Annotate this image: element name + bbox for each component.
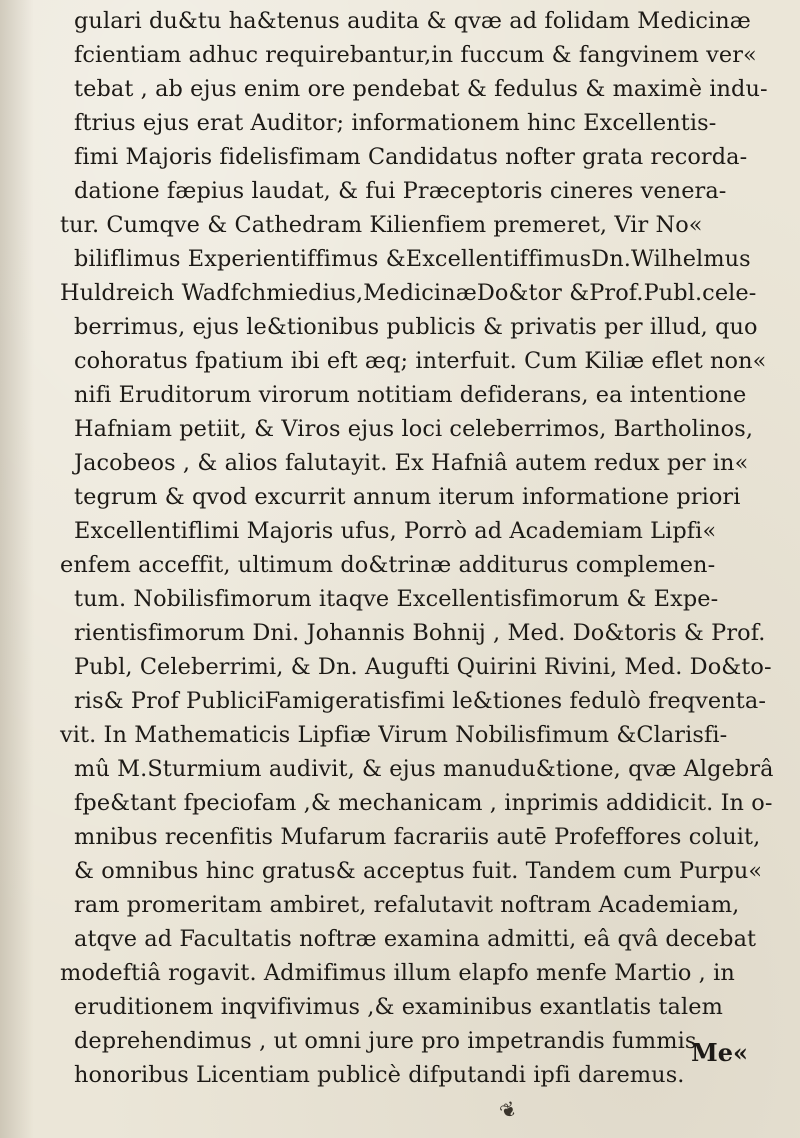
text-line: ram promeritam ambiret, refalutavit noftram Academiam,: [74, 892, 740, 918]
text-line: tur. Cumqve & Cathedram Kilienfiem premeret, Vir No«: [60, 212, 703, 238]
text-line: berrimus, ejus le&tionibus publicis & privatis per illud, quo: [74, 314, 758, 340]
text-line: ftrius ejus erat Auditor; informationem hinc Excellentis-: [74, 110, 717, 136]
text-line: datione fæpius laudat, & fui Præceptoris cineres venera-: [74, 178, 727, 204]
text-line: eruditionem inqvifivimus ,& examinibus exantlatis talem: [74, 994, 723, 1020]
text-line: nifi Eruditorum virorum notitiam defiderans, ea intentione: [74, 382, 747, 408]
text-line: rientisfimorum Dni. Johannis Bohnij , Med. Do&toris & Prof.: [74, 620, 766, 646]
body-text: [60, 4, 775, 1092]
text-line: Hafniam petiit, & Viros ejus loci celeberrimos, Bartholinos,: [74, 416, 754, 442]
binding-gutter-shadow: [0, 0, 34, 1138]
text-line: mnibus recenfitis Mufarum facrariis autē Profeffores coluit,: [74, 824, 761, 850]
text-line: tegrum & qvod excurrit annum iterum informatione priori: [74, 484, 741, 510]
text-line: fimi Majoris fidelisfimam Candidatus nofter grata recorda-: [74, 144, 748, 170]
text-line: tum. Nobilisfimorum itaqve Excellentisfimorum & Expe-: [74, 586, 719, 612]
text-line: enfem acceffit, ultimum do&trinæ additurus complemen-: [60, 552, 716, 578]
text-line: & omnibus hinc gratus& acceptus fuit. Tandem cum Purpu«: [74, 858, 763, 884]
text-line: atqve ad Facultatis noftræ examina admitti, eâ qvâ decebat: [74, 926, 757, 952]
text-line: fpe&tant fpeciofam ,& mechanicam , inprimis addidicit. In o-: [74, 790, 773, 816]
text-line: deprehendimus , ut omni jure pro impetrandis fummis: [74, 1028, 697, 1054]
text-line: ris& Prof PubliciFamigeratisfimi le&tiones fedulò freqventa-: [74, 688, 767, 714]
text-line: tebat , ab ejus enim ore pendebat & fedulus & maximè indu-: [74, 76, 768, 102]
text-line: modeftiâ rogavit. Admifimus illum elapfo menfe Martio , in: [60, 960, 735, 986]
text-line: gulari du&tu ha&tenus audita & qvæ ad folidam Medicinæ: [74, 8, 751, 34]
text-line: Huldreich Wadfchmiedius,MedicinæDo&tor &Prof.Publ.cele-: [60, 280, 757, 306]
ornament-icon: ❦: [495, 1095, 522, 1125]
catchword: Me«: [691, 1038, 748, 1067]
text-line: biliflimus Experientiffimus &ExcellentiffimusDn.Wilhelmus: [74, 246, 751, 272]
text-line: Publ, Celeberrimi, & Dn. Augufti Quirini Rivini, Med. Do&to-: [74, 654, 772, 680]
text-line: mû M.Sturmium audivit, & ejus manudu&tione, qvæ Algebrâ: [74, 756, 774, 782]
text-line: fcientiam adhuc requirebantur,in fuccum & fangvinem ver«: [74, 42, 757, 68]
text-line: vit. In Mathematicis Lipfiæ Virum Nobilisfimum &Clarisfi-: [60, 722, 728, 748]
text-line: Excellentiflimi Majoris ufus, Porrò ad Academiam Lipfi«: [74, 518, 717, 544]
text-line: cohoratus fpatium ibi eft æq; interfuit. Cum Kiliæ eflet non«: [74, 348, 767, 374]
text-line: honoribus Licentiam publicè difputandi ipfi daremus.: [74, 1062, 685, 1088]
text-line: Jacobeos , & alios falutayit. Ex Hafniâ autem redux per in«: [74, 450, 749, 476]
